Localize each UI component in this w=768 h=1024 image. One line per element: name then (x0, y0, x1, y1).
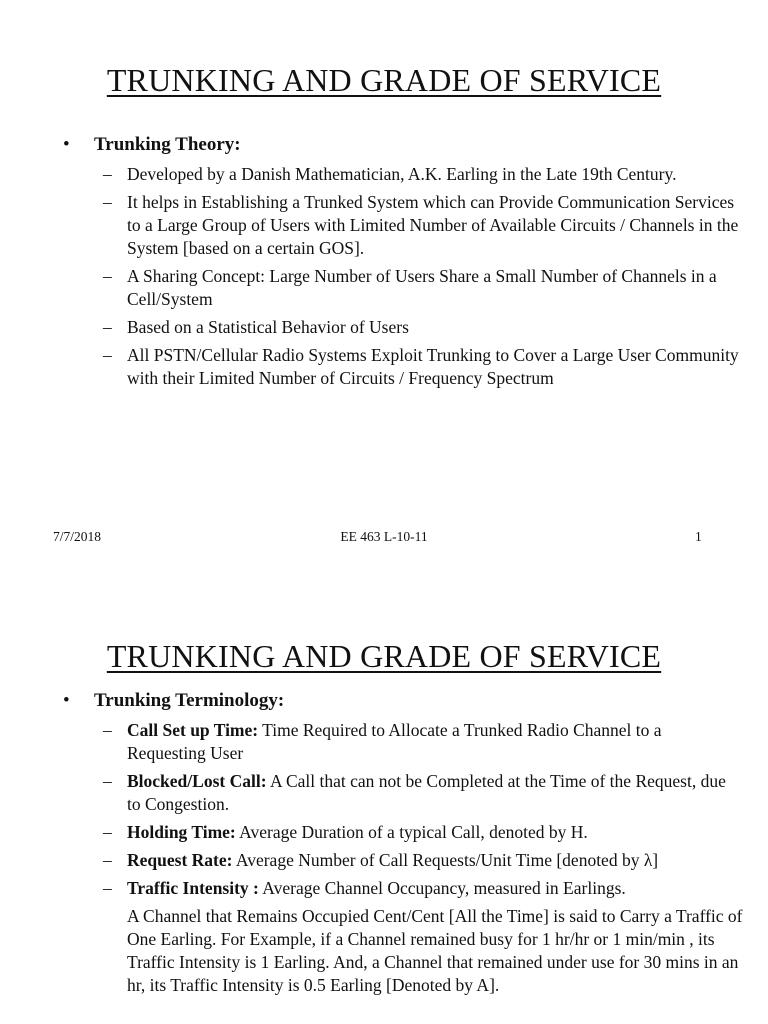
term-label: Request Rate: (127, 849, 233, 870)
dash-marker: – (103, 164, 112, 184)
list-item (103, 877, 743, 900)
list-item (103, 719, 743, 766)
list-item (103, 344, 743, 391)
list-item (103, 316, 743, 339)
list-item (103, 191, 743, 261)
sub-item-list (103, 163, 743, 395)
dash-marker: – (103, 720, 112, 740)
list-item (103, 821, 743, 844)
term-definition: A Call that can not be Completed at the Time of the Request, due to Congestion. (127, 771, 726, 815)
dash-marker: – (103, 191, 112, 212)
bullet-dot: • (63, 690, 70, 711)
list-item (103, 265, 743, 312)
term-definition: Time Required to Allocate a Trunked Radio Channel to a Requesting User (127, 720, 662, 764)
list-item-text: Based on a Statistical Behavior of Users (127, 317, 409, 338)
list-item-text: It helps in Establishing a Trunked System which can Provide Communication Services to a Large Group of Users with Limited Number of Available Circuits / Channels in the System [based on a certain GOS]. (127, 191, 739, 259)
term-label: Blocked/Lost Call: (127, 771, 267, 792)
dash-marker: – (103, 877, 112, 898)
list-item (103, 849, 743, 872)
bullet-dot: • (63, 134, 70, 155)
traffic-intensity-paragraph: A Channel that Remains Occupied Cent/Cent [All the Time] is said to Carry a Traffic of One Earling. For Example, if a Channel remained busy for 1 hr/hr or 1 min/min , its Traffic Intensity is 1 Earling. And, a Channel that remained under use for 30 mins in an hr, its Traffic Intensity is 0.5 Earling [Denoted by A]. (127, 905, 743, 996)
term-label: Call Set up Time: (127, 720, 259, 740)
term-definition: Average Channel Occupancy, measured in Earlings. (258, 877, 626, 898)
terminology-list (103, 719, 743, 1002)
footer-page-number: 1 (695, 529, 702, 544)
list-item (103, 770, 743, 817)
term-label: Traffic Intensity : (127, 877, 259, 898)
term-definition: Average Number of Call Requests/Unit Time [denoted by λ] (232, 849, 659, 870)
dash-marker: – (103, 849, 112, 870)
list-item-text: Developed by a Danish Mathematician, A.K. Earling in the Late 19th Century. (127, 164, 677, 184)
dash-marker: – (103, 345, 112, 366)
bullet-heading-text: Trunking Theory: (94, 134, 241, 155)
footer-date: 7/7/2018 (53, 529, 102, 544)
list-item-text: All PSTN/Cellular Radio Systems Exploit Trunking to Cover a Large User Community with their Limited Number of Circuits / Frequency Spectrum (127, 345, 739, 389)
footer-course: EE 463 L-10-11 (340, 529, 428, 544)
dash-marker: – (103, 317, 112, 338)
bullet-heading-text: Trunking Terminology: (94, 690, 285, 711)
slide-title: TRUNKING AND GRADE OF SERVICE (106, 62, 662, 98)
list-item (103, 163, 743, 186)
dash-marker: – (103, 771, 112, 792)
term-label: Holding Time: (127, 822, 236, 843)
list-item-text: A Sharing Concept: Large Number of Users Share a Small Number of Channels in a Cell/System (127, 266, 717, 310)
dash-marker: – (103, 266, 112, 287)
slide-2 (0, 576, 768, 1024)
slide-title: TRUNKING AND GRADE OF SERVICE (106, 638, 662, 674)
dash-marker: – (103, 822, 112, 843)
term-definition: Average Duration of a typical Call, denoted by H. (235, 822, 588, 843)
